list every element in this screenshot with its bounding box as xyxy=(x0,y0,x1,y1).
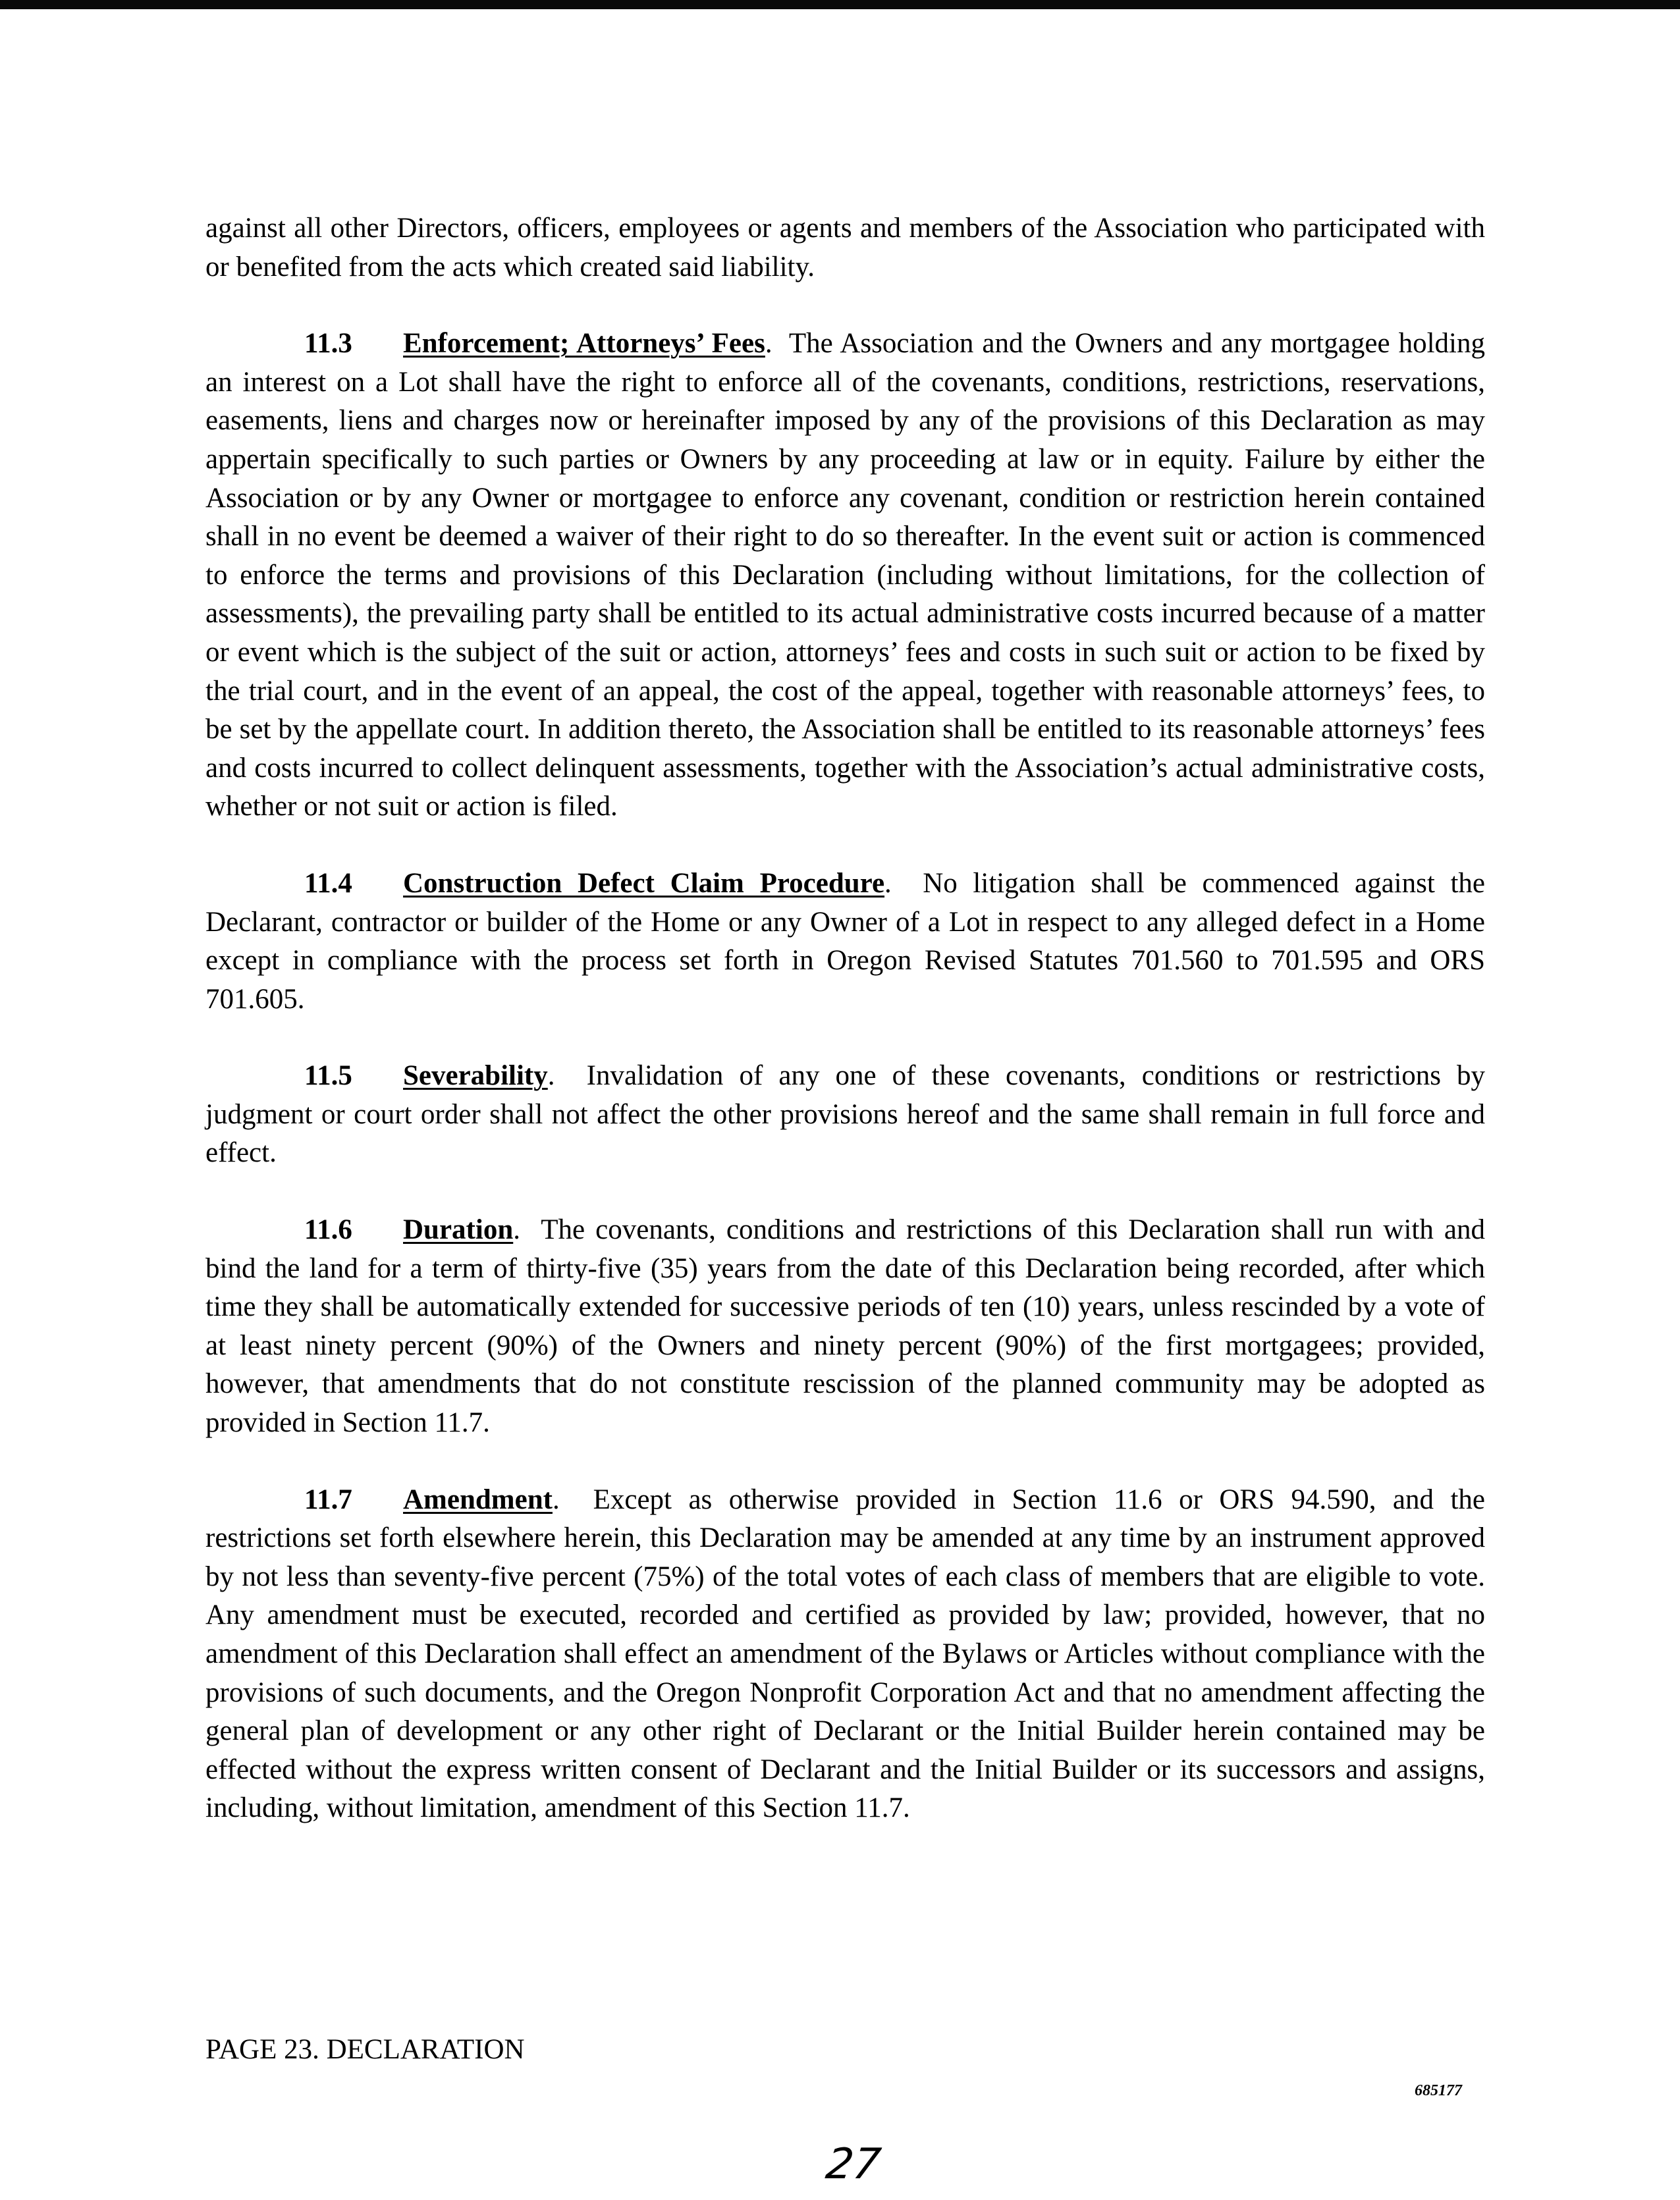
section-number: 11.4 xyxy=(304,867,352,899)
section-number: 11.6 xyxy=(304,1214,352,1246)
section-title: Enforcement; Attorneys’ Fees xyxy=(403,328,765,360)
section-number: 11.3 xyxy=(304,328,352,360)
handwritten-page-mark: 27 xyxy=(823,2140,884,2189)
section-number: 11.7 xyxy=(304,1484,352,1515)
section-11-5: 11.5 Severability. Invalidation of any one of these covenants, conditions or restrictions by judgment or court order shall not affect the other provisions hereof and the same shall remain in full force and effect. xyxy=(205,1057,1485,1173)
section-body: The covenants, conditions and restrictions of this Declaration shall run with and bind the land for a term of thirty-five (35) years from the date of this Declaration being recorded, after which time they shall be automatically extended for successive periods of ten (10) years, unless rescinded by a vote of at least ninety percent (90%) of the Owners and ninety percent (90%) of the first mortgagees; provided, however, that amendments that do not constitute rescission of the planned community may be adopted as provided in Section 11.7. xyxy=(205,1214,1485,1439)
section-title: Construction Defect Claim Procedure xyxy=(403,867,885,899)
document-code: 685177 xyxy=(1415,2082,1462,2099)
section-body: Invalidation of any one of these covenants, conditions or restrictions by judgment or court order shall not affect the other provisions hereof and the same shall remain in full force and effect. xyxy=(205,1060,1485,1169)
section-title: Duration xyxy=(403,1214,514,1246)
scan-top-border xyxy=(0,0,1680,9)
section-11-6: 11.6 Duration. The covenants, conditions and restrictions of this Declaration shall run with and bind the land for a term of thirty-five (35) years from the date of this Declaration being recorded, after which time they shall be automatically extended for successive periods of ten (10) years, unless rescinded by a vote of at least ninety percent (90%) of the Owners and ninety percent (90%) of the first mortgagees; provided, however, that amendments that do not constitute rescission of the planned community may be adopted as provided in Section 11.7. xyxy=(205,1211,1485,1443)
section-body: No litigation shall be commenced against the Declarant, contractor or builder of the Home or any Owner of a Lot in respect to any alleged defect in a Home except in compliance with the process set forth in Oregon Revised Statutes 701.560 to 701.595 and ORS 701.605. xyxy=(205,867,1486,1015)
section-body: Except as otherwise provided in Section 11.6 or ORS 94.590, and the restrictions set forth elsewhere herein, this Declaration may be amended at any time by an instrument approved by not less than seventy-five percent (75%) of the total votes of each class of members that are eligible to vote. Any amendment must be executed, recorded and certified as provided by law; provided, however, that no amendment of this Declaration shall effect an amendment of the Bylaws or Articles without compliance with the provisions of such documents, and the Oregon Nonprofit Corporation Act and that no amendment affecting the general plan of development or any other right of Declarant or the Initial Builder herein contained may be effected without the express written consent of Declarant and the Initial Builder or its successors and assigns, including, without limitation, amendment of this Section 11.7. xyxy=(205,1484,1485,1824)
page-footer-label: PAGE 23. DECLARATION xyxy=(205,2034,525,2065)
section-body: The Association and the Owners and any mortgagee holding an interest on a Lot shall have the right to enforce all of the covenants, conditions, restrictions, reservations, easements, liens and charges now or hereinafter imposed by any of the provisions of this Declaration as may appertain specifically to such parties or Owners by any proceeding at law or in equity. Failure by either the Association or by any Owner or mortgagee to enforce any covenant, condition or restriction herein contained shall in no event be deemed a waiver of their right to do so thereafter. In the event suit or action is commenced to enforce the terms and provisions of this Declaration (including without limitations, for the collection of assessments), the prevailing party shall be entitled to its actual administrative costs incurred because of a matter or event which is the subject of the suit or action, attorneys’ fees and costs in such suit or action to be fixed by the trial court, and in the event of an appeal, the cost of the appeal, together with reasonable attorneys’ fees, to be set by the appellate court. In addition thereto, the Association shall be entitled to its reasonable attorneys’ fees and costs incurred to collect delinquent assessments, together with the Association’s actual administrative costs, whether or not suit or action is filed. xyxy=(205,328,1485,822)
section-11-4: 11.4 Construction Defect Claim Procedure. No litigation shall be commenced against the Declarant, contractor or builder of the Home or any Owner of a Lot in respect to any alleged defect in a Home except in compliance with the process set forth in Oregon Revised Statutes 701.560 to 701.595 and ORS 701.605. xyxy=(205,865,1485,1019)
intro-paragraph: against all other Directors, officers, employees or agents and members of the Association who participated with or benefited from the acts which created said liability. xyxy=(205,213,1485,282)
section-title: Severability xyxy=(403,1060,548,1092)
section-number: 11.5 xyxy=(304,1060,352,1092)
section-title: Amendment xyxy=(403,1484,553,1515)
document-page xyxy=(205,209,1485,1828)
section-11-3: 11.3 Enforcement; Attorneys’ Fees. The Association and the Owners and any mortgagee holding an interest on a Lot shall have the right to enforce all of the covenants, conditions, restrictions, reservations, easements, liens and charges now or hereinafter imposed by any of the provisions of this Declaration as may appertain specifically to such parties or Owners by any proceeding at law or in equity. Failure by either the Association or by any Owner or mortgagee to enforce any covenant, condition or restriction herein contained shall in no event be deemed a waiver of their right to do so thereafter. In the event suit or action is commenced to enforce the terms and provisions of this Declaration (including without limitations, for the collection of assessments), the prevailing party shall be entitled to its actual administrative costs incurred because of a matter or event which is the subject of the suit or action, attorneys’ fees and costs in such suit or action to be fixed by the trial court, and in the event of an appeal, the cost of the appeal, together with reasonable attorneys’ fees, to be set by the appellate court. In addition thereto, the Association shall be entitled to its reasonable attorneys’ fees and costs incurred to collect delinquent assessments, together with the Association’s actual administrative costs, whether or not suit or action is filed. xyxy=(205,325,1485,826)
section-11-7: 11.7 Amendment. Except as otherwise provided in Section 11.6 or ORS 94.590, and the restrictions set forth elsewhere herein, this Declaration may be amended at any time by an instrument approved by not less than seventy-five percent (75%) of the total votes of each class of members that are eligible to vote. Any amendment must be executed, recorded and certified as provided by law; provided, however, that no amendment of this Declaration shall effect an amendment of the Bylaws or Articles without compliance with the provisions of such documents, and the Oregon Nonprofit Corporation Act and that no amendment affecting the general plan of development or any other right of Declarant or the Initial Builder herein contained may be effected without the express written consent of Declarant and the Initial Builder or its successors and assigns, including, without limitation, amendment of this Section 11.7. xyxy=(205,1481,1485,1828)
